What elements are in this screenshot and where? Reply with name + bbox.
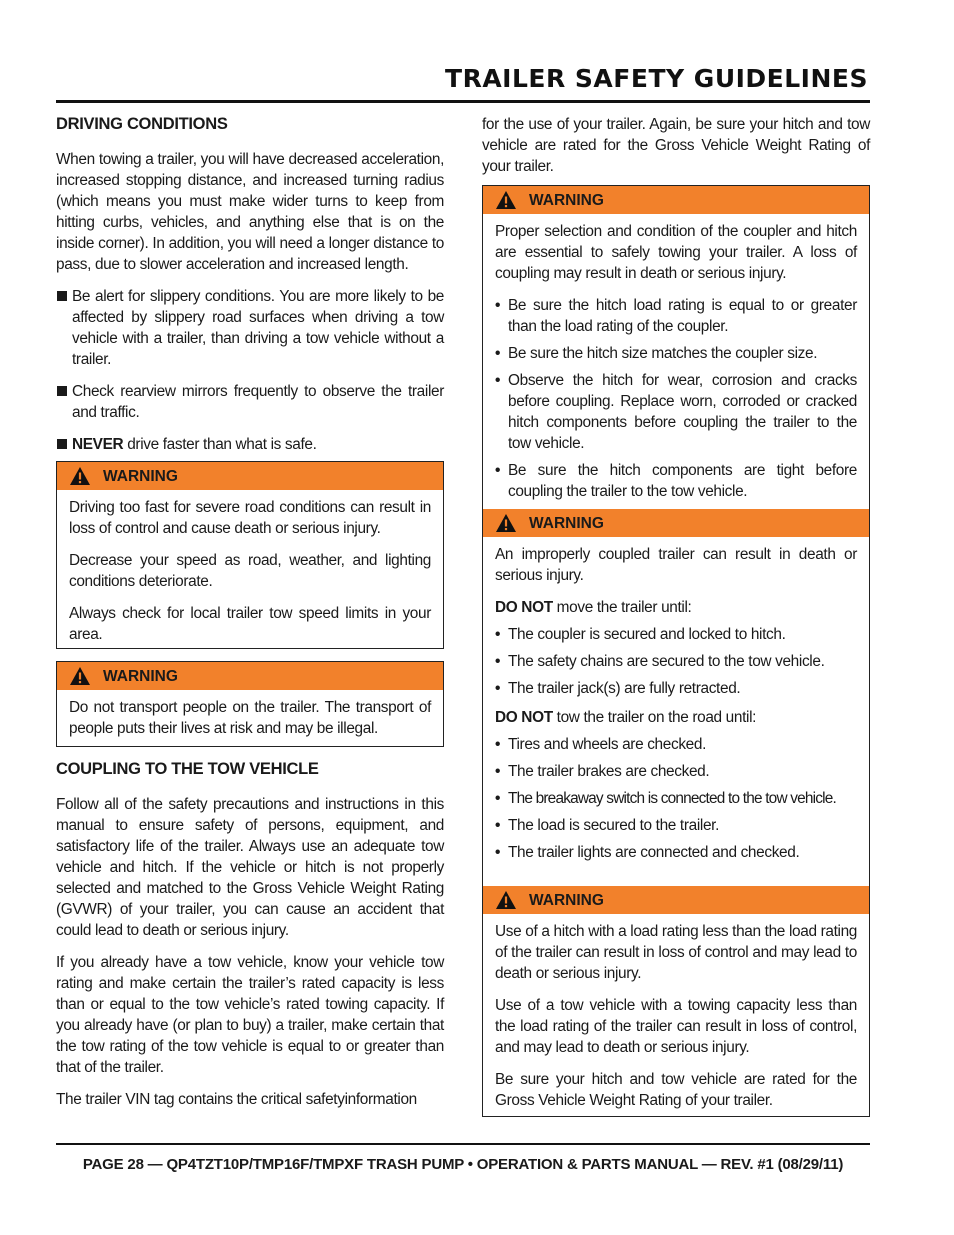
do-not-move-text: DO NOT move the trailer until: bbox=[495, 599, 692, 616]
warning-label: WARNING bbox=[529, 891, 604, 909]
warning-box-speed bbox=[56, 461, 444, 649]
warning-triangle-icon bbox=[495, 513, 517, 533]
section-heading-coupling: COUPLING TO THE TOW VEHICLE bbox=[56, 760, 319, 778]
warning-box-hitch bbox=[482, 185, 870, 509]
warning-header bbox=[483, 186, 869, 214]
warning-text: Driving too fast for severe road conditions can result in loss of control and cause death or serious injury. bbox=[69, 499, 431, 537]
warning-triangle-icon bbox=[69, 666, 91, 686]
square-bullet-icon bbox=[57, 291, 67, 301]
warning-text: Decrease your speed as road, weather, and lighting conditions deteriorate. bbox=[69, 552, 431, 590]
warning-text: Use of a hitch with a load rating less than the load rating of the trailer can result in loss of control and may lead to death or serious injury. bbox=[495, 923, 857, 982]
page-footer: PAGE 28 — QP4TZT10P/TMP16F/TMPXF TRASH PUMP • OPERATION & PARTS MANUAL — REV. #1 (08/29/11) bbox=[82, 1156, 844, 1173]
list-item: Be alert for slippery conditions. You are more likely to be affected by slippery road surfaces when driving a tow vehicle with a trailer, than driving a tow vehicle without a trailer. bbox=[56, 286, 444, 370]
list-item: • The safety chains are secured to the tow vehicle. bbox=[495, 651, 857, 672]
list-item: • Be sure the hitch load rating is equal to or greater than the load rating of the coupler. bbox=[495, 295, 857, 337]
list-item: • The breakaway switch is connected to the tow vehicle. bbox=[495, 788, 857, 809]
coupling-paragraph: Follow all of the safety precautions and instructions in this manual to ensure safety of persons, equipment, and satisfactory life of the trailer. Always use an adequate tow vehicle and hitch. If the vehicle or hitch is not properly selected and matched to the Gross Vehicle Weight Rating (GVWR) of your trailer, you can cause an accident that could lead to death or serious injury. bbox=[56, 796, 444, 939]
warning-label: WARNING bbox=[103, 467, 178, 485]
footer-rule bbox=[56, 1143, 870, 1145]
warning-body bbox=[483, 914, 869, 1116]
warning-header bbox=[483, 886, 869, 914]
driving-intro: When towing a trailer, you will have decreased acceleration, increased stopping distance, and increased turning radius (which means you must make wider turns to keep from hitting curbs, vehicles, and anything else that is on the inside corner). In addition, you will need a longer distance to pass, due to slower acceleration and increased length. bbox=[56, 151, 444, 273]
warning-text: An improperly coupled trailer can result in death or serious injury. bbox=[495, 546, 857, 584]
square-bullet-icon bbox=[57, 386, 67, 396]
header-rule bbox=[56, 100, 870, 103]
square-bullet-icon bbox=[57, 439, 67, 449]
warning-label: WARNING bbox=[529, 191, 604, 209]
section-heading-driving: DRIVING CONDITIONS bbox=[56, 115, 228, 133]
warning-header bbox=[57, 662, 443, 690]
move-bullet-list bbox=[495, 624, 857, 699]
left-column bbox=[56, 114, 444, 1121]
warning-text: Always check for local trailer tow speed limits in your area. bbox=[69, 605, 431, 643]
warning-label: WARNING bbox=[103, 667, 178, 685]
warning-text: Be sure your hitch and tow vehicle are rated for the Gross Vehicle Weight Rating of your trailer. bbox=[495, 1071, 857, 1109]
driving-bullet-list bbox=[56, 286, 444, 455]
list-item: • Be sure the hitch components are tight before coupling the trailer to the tow vehicle. bbox=[495, 460, 857, 502]
warning-triangle-icon bbox=[69, 466, 91, 486]
hitch-bullet-list bbox=[495, 295, 857, 502]
warning-text: Do not transport people on the trailer. The transport of people puts their lives at risk and may be illegal. bbox=[69, 699, 431, 737]
warning-body bbox=[57, 690, 443, 746]
warning-body bbox=[483, 214, 869, 509]
right-column bbox=[482, 114, 870, 1129]
warning-text: Use of a tow vehicle with a towing capacity less than the load rating of the trailer can result in loss of control, and may lead to death or serious injury. bbox=[495, 997, 857, 1056]
do-not-tow-text: DO NOT tow the trailer on the road until: bbox=[495, 709, 757, 726]
continued-paragraph: for the use of your trailer. Again, be sure your hitch and tow vehicle are rated for the Gross Vehicle Weight Rating of your trailer. bbox=[482, 116, 870, 175]
list-item: • The load is secured to the trailer. bbox=[495, 815, 857, 836]
warning-body bbox=[483, 537, 869, 886]
list-item: • The trailer brakes are checked. bbox=[495, 761, 857, 782]
warning-header bbox=[483, 509, 869, 537]
list-item: • Observe the hitch for wear, corrosion and cracks before coupling. Replace worn, corroded or cracked hitch components before coupling the trailer to the tow vehicle. bbox=[495, 370, 857, 454]
coupling-paragraph: The trailer VIN tag contains the critical safetyinformation bbox=[56, 1091, 417, 1108]
list-item: • Be sure the hitch size matches the coupler size. bbox=[495, 343, 857, 364]
warning-body bbox=[57, 490, 443, 648]
warning-triangle-icon bbox=[495, 890, 517, 910]
warning-box-load-rating bbox=[482, 886, 870, 1117]
list-item: • The trailer jack(s) are fully retracted. bbox=[495, 678, 857, 699]
warning-box-passengers bbox=[56, 661, 444, 747]
list-item: Check rearview mirrors frequently to observe the trailer and traffic. bbox=[56, 381, 444, 423]
page-title: TRAILER SAFETY GUIDELINES bbox=[445, 64, 868, 93]
warning-label: WARNING bbox=[529, 514, 604, 532]
warning-text: Proper selection and condition of the coupler and hitch are essential to safely towing your trailer. A loss of coupling may result in death or serious injury. bbox=[495, 223, 857, 282]
coupling-paragraph: If you already have a tow vehicle, know your vehicle tow rating and make certain the trailer’s rated capacity is less than or equal to the tow vehicle’s rated towing capacity. If you already have (or plan to buy) a trailer, make certain that the tow rating of the tow vehicle is equal to or greater than that of the trailer. bbox=[56, 954, 444, 1076]
tow-bullet-list bbox=[495, 734, 857, 863]
list-item: • The coupler is secured and locked to hitch. bbox=[495, 624, 857, 645]
warning-box-coupled bbox=[482, 509, 870, 886]
list-item: NEVER drive faster than what is safe. bbox=[56, 434, 444, 455]
list-item: • The trailer lights are connected and checked. bbox=[495, 842, 857, 863]
warning-header bbox=[57, 462, 443, 490]
list-item: • Tires and wheels are checked. bbox=[495, 734, 857, 755]
warning-triangle-icon bbox=[495, 190, 517, 210]
